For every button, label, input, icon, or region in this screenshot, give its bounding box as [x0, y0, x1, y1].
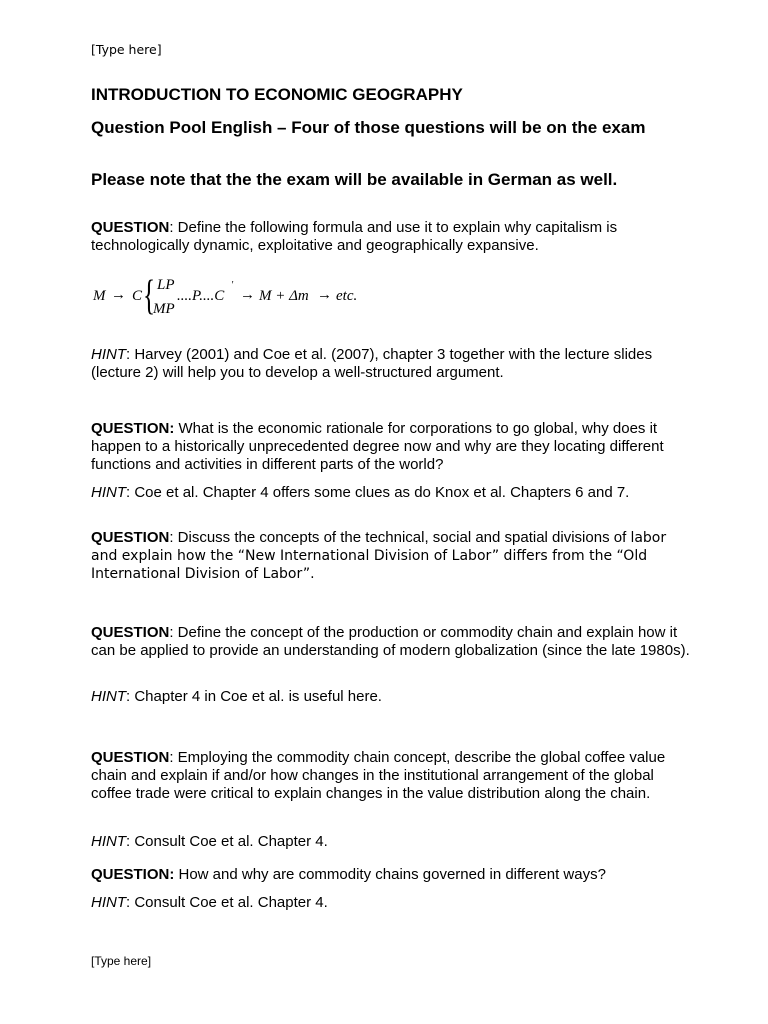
question-5 [91, 749, 691, 803]
question-label: QUESTION: [91, 866, 175, 883]
question-text: : Employing the commodity chain concept, describe the global coffee value chain and explain if and/or how changes in the institutional arrangement of the global coffee trade were critical to explain changes in the value distribution along the chain. [91, 749, 666, 802]
question-6 [91, 866, 691, 884]
hint-label: HINT [91, 484, 126, 501]
question-text-continued: labor and explain how the “New International Division of Labor” differs from the “Old International Division of Labor”. [91, 530, 667, 582]
question-text: How and why are commodity chains governed in different ways? [174, 866, 606, 883]
hint-4 [91, 688, 691, 706]
question-1 [91, 219, 691, 255]
capital-circuit-formula [91, 274, 451, 320]
hint-label: HINT [91, 894, 126, 911]
document-subtitle: Question Pool English – Four of those questions will be on the exam [91, 118, 646, 137]
hint-label: HINT [91, 346, 126, 363]
formula-arrow: → [111, 287, 126, 303]
question-label: QUESTION [91, 624, 170, 641]
question-label: QUESTION [91, 529, 170, 546]
hint-text: : Coe et al. Chapter 4 offers some clues as do Knox et al. Chapters 6 and 7. [126, 484, 630, 501]
question-4 [91, 624, 691, 660]
formula-m: M [93, 288, 106, 304]
formula-mp: MP [153, 301, 175, 317]
question-separator: : [169, 219, 174, 236]
footer-placeholder: [Type here] [91, 954, 152, 968]
formula-middle: ....P....C [177, 288, 225, 304]
question-text: : Discuss the concepts of the technical, social and spatial divisions of [169, 529, 627, 546]
formula-prime: ' [231, 280, 234, 291]
hint-6 [91, 894, 691, 912]
formula-rest: M + Δm [259, 288, 309, 304]
hint-label: HINT [91, 688, 126, 705]
hint-text: : Chapter 4 in Coe et al. is useful here. [126, 688, 382, 705]
formula-arrow: → [317, 287, 332, 303]
question-text: Define the following formula and use it to explain why capitalism is technologically dynamic, exploitative and geographically expansive. [91, 219, 618, 254]
question-2 [91, 420, 691, 474]
formula-c: C [132, 288, 143, 304]
formula-etc: etc. [336, 288, 358, 304]
hint-text: : Consult Coe et al. Chapter 4. [126, 894, 328, 911]
hint-1 [91, 346, 691, 382]
formula-arrow: → [240, 287, 255, 303]
hint-2 [91, 484, 691, 502]
language-note: Please note that the the exam will be available in German as well. [91, 170, 618, 189]
formula-brace: { [143, 273, 156, 319]
formula-lp: LP [157, 277, 175, 293]
question-text: What is the economic rationale for corporations to go global, why does it happen to a historically unprecedented degree now and why are they locating different functions and activities in different parts of the world? [91, 420, 664, 473]
question-text: : Define the concept of the production or commodity chain and explain how it can be applied to provide an understanding of modern globalization (since the late 1980s). [91, 624, 690, 659]
hint-text: : Harvey (2001) and Coe et al. (2007), chapter 3 together with the lecture slides (lecture 2) will help you to develop a well-structured argument. [91, 346, 653, 381]
header-placeholder: [Type here] [91, 42, 162, 57]
hint-text: : Consult Coe et al. Chapter 4. [126, 833, 328, 850]
question-label: QUESTION: [91, 420, 175, 437]
hint-5 [91, 833, 691, 851]
question-label: QUESTION [91, 219, 170, 236]
question-label: QUESTION [91, 749, 170, 766]
document-title: INTRODUCTION TO ECONOMIC GEOGRAPHY [91, 85, 463, 104]
question-3 [91, 529, 691, 583]
hint-label: HINT [91, 833, 126, 850]
